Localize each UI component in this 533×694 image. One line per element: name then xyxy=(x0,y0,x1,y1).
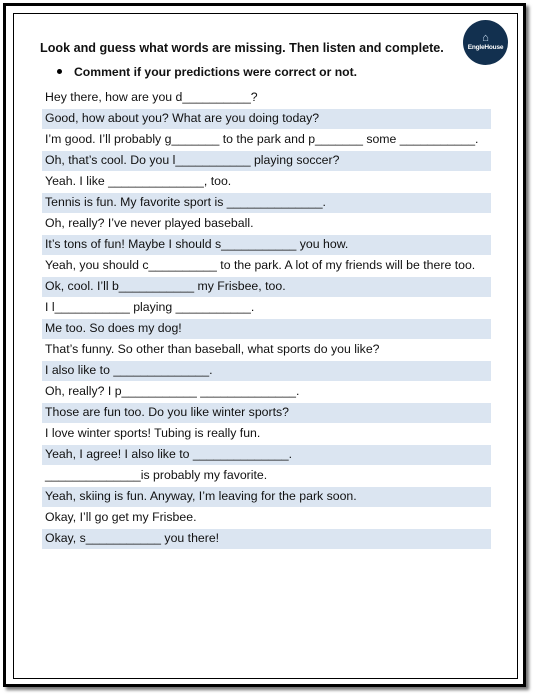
worksheet-title: Look and guess what words are missing. Then listen and complete. xyxy=(40,41,444,55)
dialogue-line: That’s funny. So other than baseball, what sports do you like? xyxy=(45,342,380,356)
bullet-dot xyxy=(57,69,62,74)
dialogue-line: Those are fun too. Do you like winter sports? xyxy=(42,403,491,423)
instruction-text: Comment if your predictions were correct or not. xyxy=(74,65,358,79)
dialogue-line: Oh, that’s cool. Do you l___________ playing soccer? xyxy=(42,151,491,171)
dialogue-line: Yeah. I like ______________, too. xyxy=(45,174,232,188)
dialogue-line: Yeah, you should c__________ to the park. A lot of my friends will be there too. xyxy=(45,258,476,272)
dialogue-list xyxy=(42,88,491,550)
dialogue-line: Good, how about you? What are you doing today? xyxy=(42,109,491,129)
dialogue-line: Yeah, I agree! I also like to ______________. xyxy=(42,445,491,465)
dialogue-line: Ok, cool. I’ll b___________ my Frisbee, too. xyxy=(42,277,491,297)
dialogue-line: I’m good. I’ll probably g_______ to the park and p_______ some ___________. xyxy=(45,132,479,146)
dialogue-line: Hey there, how are you d__________? xyxy=(45,90,258,104)
dialogue-line: Okay, s___________ you there! xyxy=(42,529,491,549)
dialogue-line: Yeah, skiing is fun. Anyway, I’m leaving for the park soon. xyxy=(42,487,491,507)
dialogue-line: I love winter sports! Tubing is really fun. xyxy=(45,426,261,440)
dialogue-line: Me too. So does my dog! xyxy=(42,319,491,339)
dialogue-line: Oh, really? I’ve never played baseball. xyxy=(45,216,254,230)
house-icon: ⌂ xyxy=(482,32,489,44)
dialogue-line: I also like to ______________. xyxy=(42,361,491,381)
dialogue-line: Okay, I’ll go get my Frisbee. xyxy=(45,510,197,524)
instruction-bullet xyxy=(74,65,357,79)
dialogue-line: ______________is probably my favorite. xyxy=(45,468,268,482)
dialogue-line: Tennis is fun. My favorite sport is ______________. xyxy=(42,193,491,213)
logo xyxy=(463,20,508,65)
dialogue-line: Oh, really? I p___________ ______________. xyxy=(45,384,300,398)
dialogue-line: I l___________ playing ___________. xyxy=(45,300,255,314)
logo-text: EngleHouse xyxy=(467,44,504,51)
dialogue-line: It’s tons of fun! Maybe I should s___________ you how. xyxy=(42,235,491,255)
